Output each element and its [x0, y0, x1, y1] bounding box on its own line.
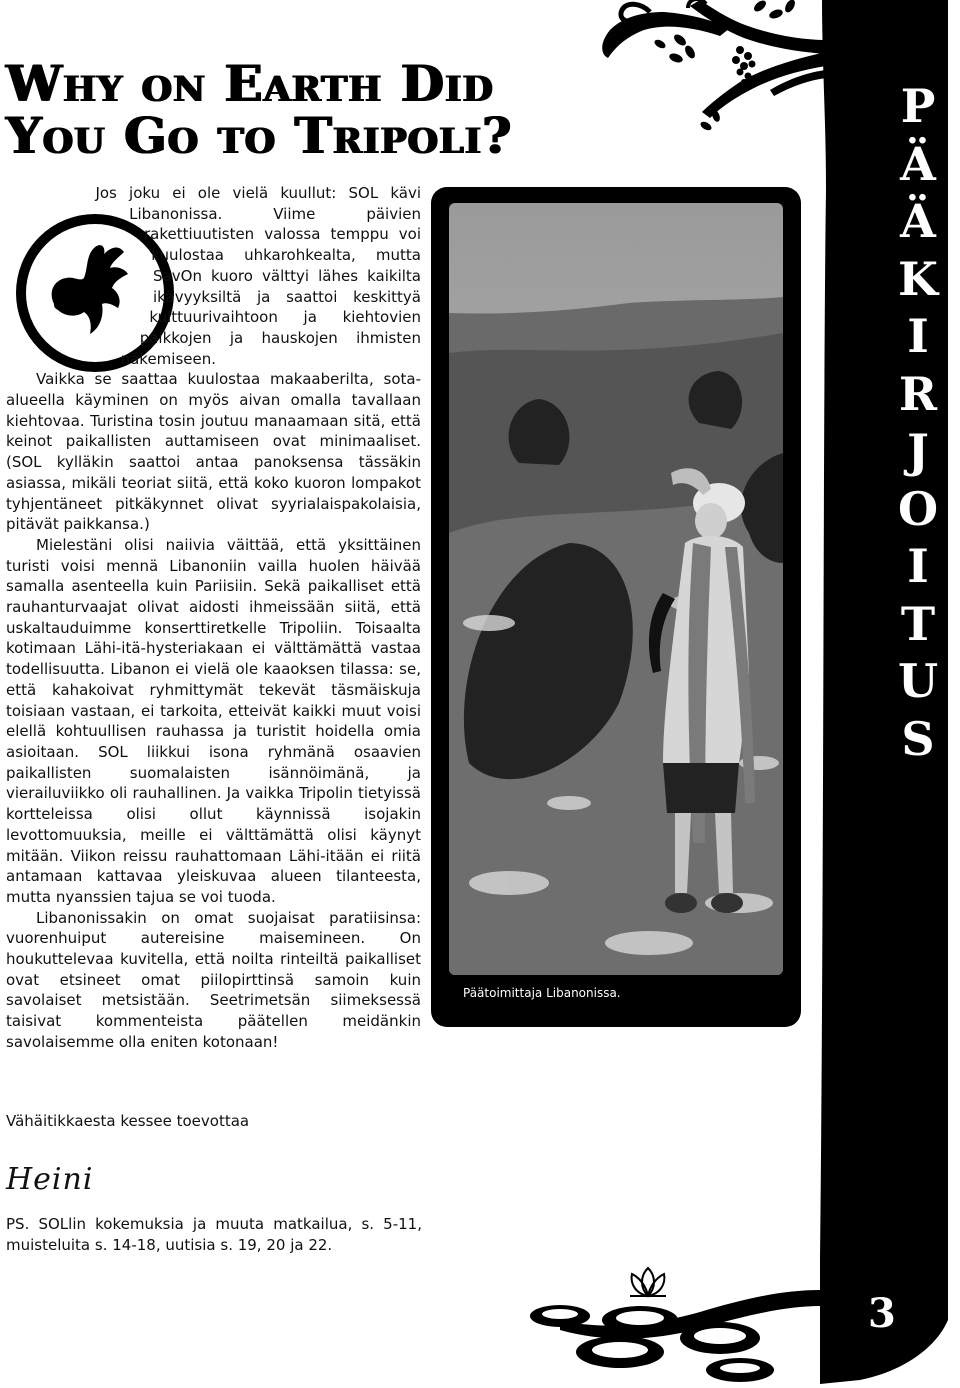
sidebar-letter: U	[897, 654, 939, 708]
sidebar-letter: O	[897, 481, 939, 536]
photo-caption: Päätoimittaja Libanonissa.	[463, 986, 621, 1000]
sidebar-letter: Ä	[900, 194, 936, 248]
sidebar-letter: J	[907, 424, 929, 478]
postscript: PS. SOLlin kokemuksia ja muuta matkailua, s. 5-11, muisteluita s. 14-18, uutisia s. 19, 20 ja 22.	[6, 1215, 422, 1254]
page-number: 3	[868, 1290, 896, 1337]
sidebar-letter: I	[907, 539, 929, 593]
title-line-2: You Go to Tripoli?	[6, 106, 513, 165]
sidebar-letter: I	[907, 309, 929, 363]
sidebar-letter: R	[898, 366, 938, 421]
sidebar	[821, 0, 946, 1320]
article-paragraph-3: Mielestäni olisi naiivia väittää, että yksittäinen turisti voisi mennä Libanoniin vailla huolen häivää samalla asenteella kuin Pariisiin. Sekä paikalliset että rauhanturvaajat olivat aidosti ihmeissään siitä, että uskaltauduimme konserttiretkelle Tripoliin. Toisaalta kotimaan Lähi-itä-hysteriakaan ei välttämättä vastaa todellisuutta. Libanon ei vielä ole kaaoksen tilassa: se, että kahakoivat ryhmittymät tekevät täsmäiskuja toisiaan vastaan, ei tarkoita, etteivät kaikki muut voisi elellä kohtuullisen rauhassa ja turistit hoidella omia asioitaan. SOL liikkui isona ryhmänä osaavien paikallisten suomalaisten isännöimänä, ja vierailuviikko oli rauhallinen. Ja vaikka Tripolin tietyissä kortteleissa olisi ollut käynnissä isojakin levottomuuksia, meille ei välttämättä olisi käynyt mitään. Viikon reissu rauhattomaan Lähi-itään ei riitä antamaan kattavaa yleiskuvaa alueen tilanteesta, mutta nyanssien tajua se voi tuoda.	[6, 535, 421, 906]
sidebar-vertical-title	[3, 78, 960, 768]
article-paragraph-1: Jos joku ei ole vielä kuullut: SOL kävi Libanonissa. Viime päivien rakettiuutisten valossa temppu voi kuulostaa uhkarohkealta, mutta SavOn kuoro välttyi lähes kaikilta ikävyyksiltä ja saattoi keskittyä kulttuurivaihtoon ja kiehtovien paikkojen ja hauskojen ihmisten näkemiseen.	[95, 184, 421, 368]
sidebar-letter: K	[898, 251, 938, 306]
article-paragraph-4: Libanonissakin on omat suojaisat paratiisinsa: vuorenhuiput autereisine maisemineen. On houkuttelevaa kuvitella, että noilta rinteiltä paikalliset ovat etsineet omat piilopirttinsä samoin kuin savolaiset metsistään. Seetrimetsän siimeksessä taisivat kommenteista päätellen meidänkin savolaisemme olla eniten kotonaan!	[6, 908, 421, 1051]
title-line-1: Why on Earth Did	[6, 54, 494, 113]
sidebar-letter: P	[900, 79, 936, 133]
lotus-flower-icon	[626, 1266, 670, 1302]
article-paragraph-2: Vaikka se saattaa kuulostaa makaaberilta, sota-alueella käyminen on myös aivan omalla tavallaan kiehtovaa. Turistina tosin joutuu manaamaan sitä, että keinot paikallisten auttamiseen ovat minimaaliset. (SOL kylläkin saattoi antaa panoksensa tässäkin asiassa, mikäli teoriat siitä, että koko kuoron lompakot tyhjentäneet pitkäkynnet olivat syyrialaispakolaisia, pitävät paikkansa.)	[6, 370, 421, 534]
signature: Heini	[6, 1162, 94, 1197]
sidebar-letter: Ä	[900, 136, 936, 191]
sidebar-letter: T	[900, 596, 936, 651]
sidebar-letter: S	[901, 711, 935, 766]
signoff-text: Vähäitikkaesta kessee toevottaa	[6, 1112, 250, 1130]
